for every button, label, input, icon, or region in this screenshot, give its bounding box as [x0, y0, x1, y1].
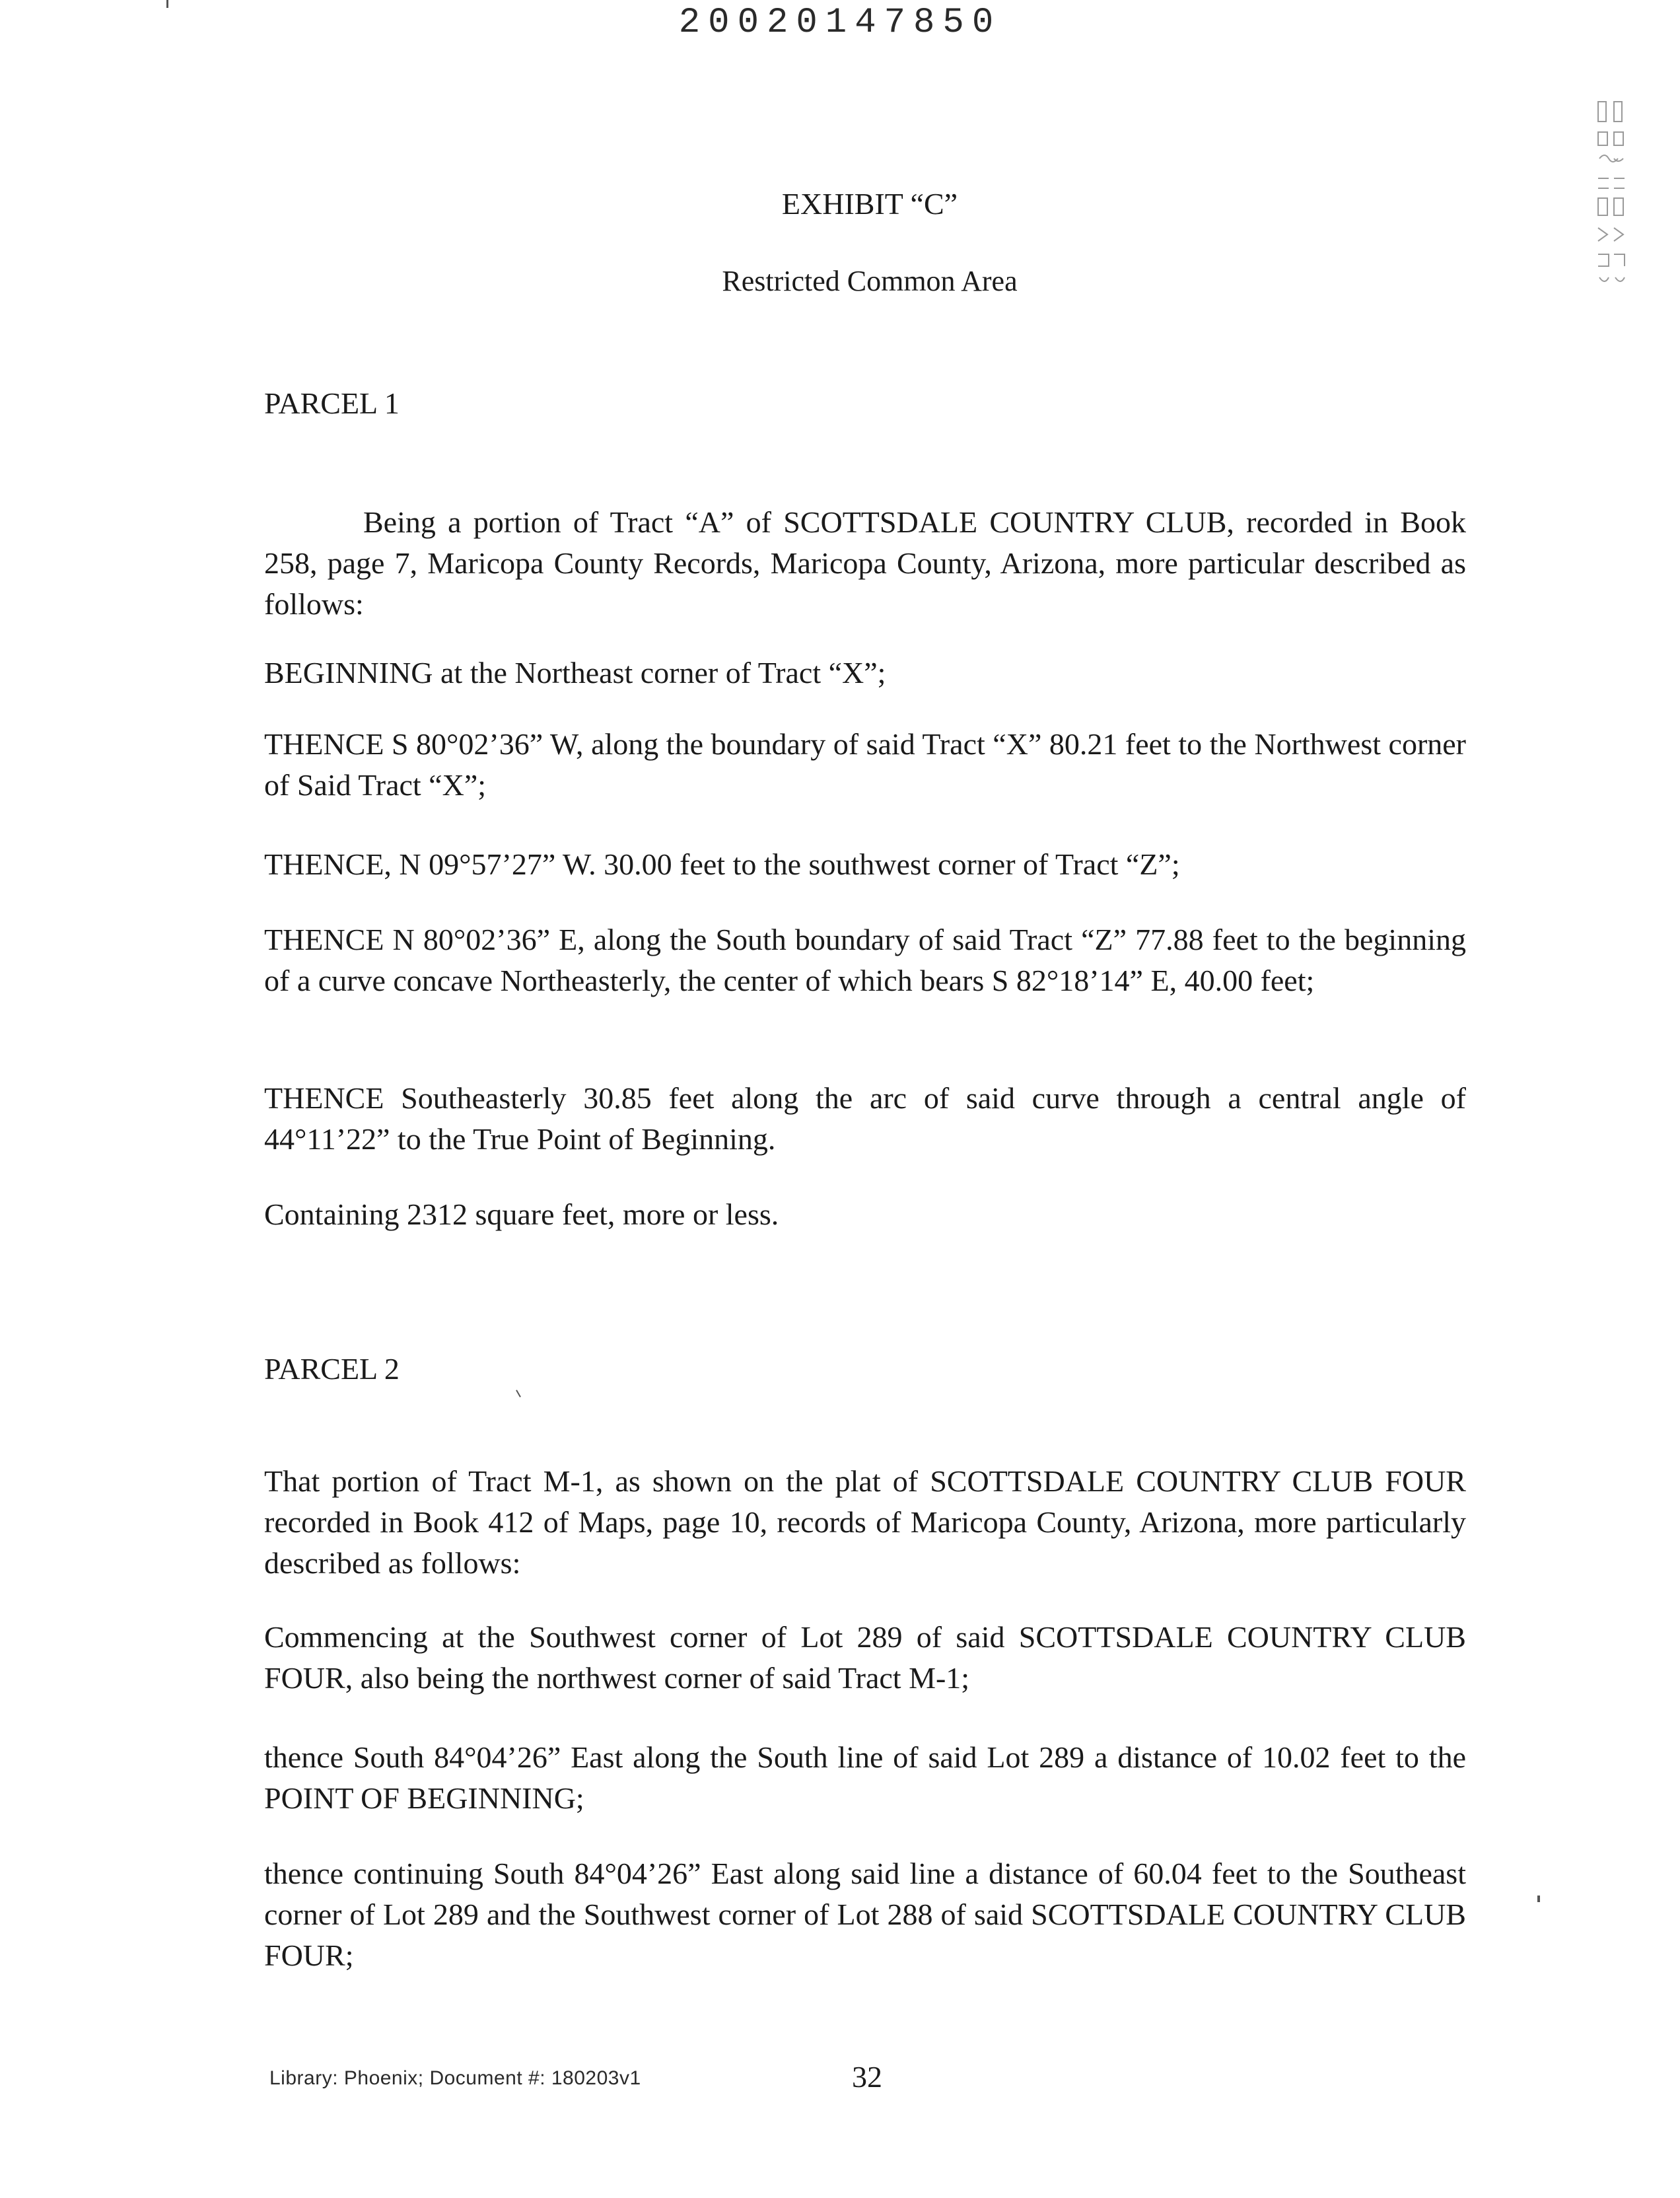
parcel-1-intro: Being a portion of Tract “A” of SCOTTSDALE COUNTRY CLUB, recorded in Book 258, page 7, Maricopa County Records, Maricopa County, Arizona, more particular described as follows: [264, 505, 1466, 621]
exhibit-title: EXHIBIT “C” [781, 187, 958, 221]
parcel-1-course-3: THENCE N 80°02’36” E, along the South boundary of said Tract “Z” 77.88 feet to the beginning of a curve concave Northeasterly, the center of which bears S 82°18’14” E, 40.00 feet; [264, 923, 1466, 997]
parcel-2-course-1: thence South 84°04’26” East along the South line of said Lot 289 a distance of 10.02 feet to the POINT OF BEGINNING; [264, 1740, 1466, 1815]
parcel-1-heading: PARCEL 1 [264, 386, 400, 420]
scan-speck [1537, 1896, 1540, 1902]
scan-speck [516, 1390, 521, 1397]
recording-number: 20020147850 [678, 3, 1002, 43]
scan-mark [166, 0, 168, 8]
parcel-1-course-1: THENCE S 80°02’36” W, along the boundary of said Tract “X” 80.21 feet to the Northwest corner of Said Tract “X”; [264, 727, 1466, 802]
parcel-2-commencing: Commencing at the Southwest corner of Lot 289 of said SCOTTSDALE COUNTRY CLUB FOUR, also being the northwest corner of said Tract M-1; [264, 1620, 1466, 1695]
parcel-1-area: Containing 2312 square feet, more or less. [264, 1197, 779, 1231]
parcel-2-course-2: thence continuing South 84°04’26” East along said line a distance of 60.04 feet to the Southeast corner of Lot 289 and the Southwest corner of Lot 288 of said SCOTTSDALE COUNTRY CLUB FOUR; [264, 1857, 1466, 1972]
page-number: 32 [852, 2060, 882, 2094]
parcel-2-intro: That portion of Tract M-1, as shown on the plat of SCOTTSDALE COUNTRY CLUB FOUR recorded in Book 412 of Maps, page 10, records of Maricopa County, Arizona, more particularly described as follows: [264, 1464, 1466, 1580]
parcel-1-course-2: THENCE, N 09°57’27” W. 30.00 feet to the southwest corner of Tract “Z”; [264, 847, 1180, 881]
parcel-2-heading: PARCEL 2 [264, 1352, 400, 1386]
parcel-1-beginning: BEGINNING at the Northeast corner of Tract “X”; [264, 656, 886, 690]
footer-library-reference: Library: Phoenix; Document #: 180203v1 [269, 2067, 641, 2089]
exhibit-subtitle: Restricted Common Area [722, 265, 1018, 297]
parcel-1-curve: THENCE Southeasterly 30.85 feet along the arc of said curve through a central angle of 44°11’22” to the True Point of Beginning. [264, 1081, 1466, 1156]
